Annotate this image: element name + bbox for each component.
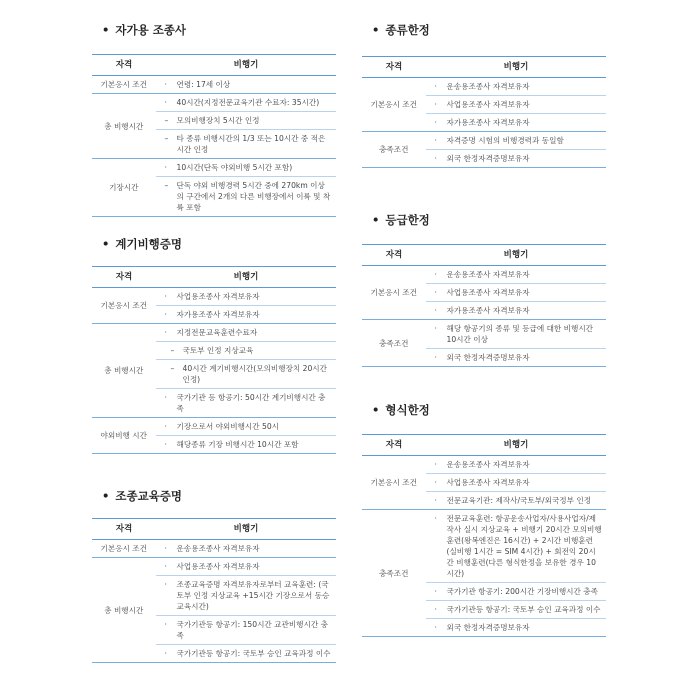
table-row xyxy=(362,320,606,349)
requirement-text: 국토부 인정 지상교육 xyxy=(182,346,254,355)
requirement-text: 국가기관등 항공기: 국토부 승인 교육과정 이수 xyxy=(176,649,331,658)
dot-marker: · xyxy=(164,328,167,337)
requirement-text: 사업용조종사 자격보유자 xyxy=(176,562,260,571)
bullet-icon: • xyxy=(102,489,110,503)
requirement-text: 사업용조종사 자격보유자 xyxy=(446,288,530,297)
requirement-text: 지정전문교육훈련수료자 xyxy=(176,328,258,337)
dot-marker: · xyxy=(164,580,167,589)
section-title xyxy=(102,22,186,38)
table-row xyxy=(92,159,336,177)
requirement-item xyxy=(156,324,336,342)
dot-marker: · xyxy=(434,514,437,523)
requirement-text: 운송용조종사 자격보유자 xyxy=(446,82,530,91)
table-row xyxy=(92,540,336,558)
requirement-item xyxy=(426,474,606,492)
group-label: 충족조건 xyxy=(362,132,426,168)
requirement-text: 모의비행장치 5시간 인정 xyxy=(176,116,260,125)
group-label: 총 비행시간 xyxy=(92,558,156,663)
section-title xyxy=(372,22,430,38)
requirement-item xyxy=(426,284,606,302)
dash-marker: – xyxy=(164,134,169,143)
requirement-text: 국가기관등 항공기: 국토부 승인 교육과정 이수 xyxy=(446,605,601,614)
table-row xyxy=(362,456,606,474)
section-title-text: 등급한정 xyxy=(385,213,430,227)
section-title-text: 종류한정 xyxy=(385,23,430,37)
requirement-text: 운송용조종사 자격보유자 xyxy=(446,270,530,279)
requirement-item xyxy=(426,114,606,132)
qualification-table xyxy=(92,54,336,217)
header-airplane: 비행기 xyxy=(156,519,336,540)
requirement-item xyxy=(156,159,336,177)
requirement-item xyxy=(426,78,606,96)
requirement-item xyxy=(156,389,336,418)
dot-marker: · xyxy=(434,324,437,333)
requirement-item xyxy=(426,492,606,510)
table-row xyxy=(92,288,336,306)
section-title xyxy=(102,488,182,504)
requirement-item xyxy=(426,619,606,637)
header-airplane: 비행기 xyxy=(426,245,606,266)
requirement-item xyxy=(156,540,336,558)
requirement-text: 운송용조종사 자격보유자 xyxy=(446,460,530,469)
qualification-table xyxy=(362,244,606,367)
group-label: 충족조건 xyxy=(362,320,426,367)
dot-marker: · xyxy=(434,587,437,596)
dot-marker: · xyxy=(434,82,437,91)
table-row xyxy=(362,78,606,96)
table-row xyxy=(92,324,336,342)
dot-marker: · xyxy=(434,496,437,505)
dot-marker: · xyxy=(164,649,167,658)
group-label: 야외비행 시간 xyxy=(92,418,156,454)
dot-marker: · xyxy=(434,100,437,109)
section-title-text: 계기비행증명 xyxy=(115,237,183,251)
group-label: 충족조건 xyxy=(362,510,426,637)
table-row xyxy=(362,266,606,284)
table-row xyxy=(92,418,336,436)
group-label: 기본응시 조건 xyxy=(362,456,426,510)
header-airplane: 비행기 xyxy=(426,435,606,456)
requirement-item xyxy=(156,360,336,389)
dot-marker: · xyxy=(434,623,437,632)
requirement-text: 사업용조종사 자격보유자 xyxy=(176,292,260,301)
requirement-item xyxy=(156,288,336,306)
requirement-text: 단독 야외 비행경력 5시간 중에 270km 이상의 구간에서 2개의 다른 비행장에서 이륙 및 착륙 포함 xyxy=(176,181,331,212)
dot-marker: · xyxy=(164,544,167,553)
requirement-text: 국가기관 항공기: 200시간 기장비행시간 충족 xyxy=(446,587,598,596)
dot-marker: · xyxy=(164,163,167,172)
group-label: 기본응시 조건 xyxy=(362,266,426,320)
requirement-text: 해당종류 기장 비행시간 10시간 포함 xyxy=(176,440,299,449)
requirement-item xyxy=(426,583,606,601)
dot-marker: · xyxy=(434,118,437,127)
requirement-text: 타 종류 비행시간의 1/3 또는 10시간 중 적은 시간 인정 xyxy=(176,134,326,154)
table-row xyxy=(362,510,606,583)
dash-marker: – xyxy=(170,346,175,355)
requirement-text: 사업용조종사 자격보유자 xyxy=(446,478,530,487)
dash-marker: – xyxy=(164,181,169,190)
requirement-text: 40시간 계기비행시간(모의비행장치 20시간 인정) xyxy=(182,364,327,384)
header-airplane: 비행기 xyxy=(156,267,336,288)
bullet-icon: • xyxy=(102,23,110,37)
requirement-text: 운송용조종사 자격보유자 xyxy=(176,544,260,553)
dot-marker: · xyxy=(434,460,437,469)
dot-marker: · xyxy=(164,292,167,301)
requirement-text: 외국 한정자격증명보유자 xyxy=(446,353,530,362)
requirement-text: 해당 항공기의 종류 및 등급에 대한 비행시간 10시간 이상 xyxy=(446,324,594,344)
header-qualification: 자격 xyxy=(362,245,426,266)
table-row xyxy=(92,558,336,576)
requirement-text: 조종교육증명 자격보유자로부터 교육훈련: (국토부 인정 지상교육 +15시간 기장으로서 동승 교육시간) xyxy=(176,580,330,611)
dot-marker: · xyxy=(434,353,437,362)
dot-marker: · xyxy=(164,620,167,629)
dot-marker: · xyxy=(434,154,437,163)
requirement-text: 외국 한정자격증명보유자 xyxy=(446,623,530,632)
requirement-text: 외국 한정자격증명보유자 xyxy=(446,154,530,163)
dot-marker: · xyxy=(164,393,167,402)
bullet-icon: • xyxy=(102,237,110,251)
qualification-table xyxy=(92,266,336,454)
requirement-item xyxy=(156,94,336,112)
requirement-text: 기장으로서 야외비행시간 50시 xyxy=(176,422,280,431)
requirement-text: 자가용조종사 자격보유자 xyxy=(446,306,530,315)
dot-marker: · xyxy=(164,98,167,107)
section-title xyxy=(102,236,182,252)
bullet-icon: • xyxy=(372,23,380,37)
qualification-table xyxy=(362,56,606,168)
header-qualification: 자격 xyxy=(362,435,426,456)
dot-marker: · xyxy=(164,562,167,571)
section-title-text: 형식한정 xyxy=(385,403,430,417)
qualification-table xyxy=(92,518,336,663)
requirement-item xyxy=(156,645,336,663)
section-title-text: 자가용 조종사 xyxy=(115,23,187,37)
requirement-item xyxy=(156,112,336,130)
requirement-item xyxy=(426,601,606,619)
group-label: 기본응시 조건 xyxy=(92,540,156,558)
requirement-item xyxy=(156,130,336,159)
requirement-item xyxy=(156,576,336,616)
table-row xyxy=(92,76,336,94)
requirement-text: 국가기관등 항공기: 150시간 교관비행시간 충족 xyxy=(176,620,328,640)
table-row xyxy=(362,132,606,150)
requirement-text: 자격증명 시험의 비행경력과 동일함 xyxy=(446,136,564,145)
dot-marker: · xyxy=(434,478,437,487)
requirement-item xyxy=(156,342,336,360)
bullet-icon: • xyxy=(372,403,380,417)
requirement-item xyxy=(156,558,336,576)
dash-marker: – xyxy=(170,364,175,373)
requirement-text: 자가용조종사 자격보유자 xyxy=(446,118,530,127)
requirement-item xyxy=(156,616,336,645)
header-qualification: 자격 xyxy=(92,267,156,288)
dot-marker: · xyxy=(164,422,167,431)
requirement-text: 연령: 17세 이상 xyxy=(176,80,231,89)
dot-marker: · xyxy=(164,80,167,89)
header-qualification: 자격 xyxy=(92,55,156,76)
table-row xyxy=(92,94,336,112)
qualification-table xyxy=(362,434,606,637)
requirement-item xyxy=(426,266,606,284)
requirement-item xyxy=(426,510,606,583)
bullet-icon: • xyxy=(372,213,380,227)
dash-marker: – xyxy=(164,116,169,125)
requirement-item xyxy=(156,436,336,454)
requirement-text: 사업용조종사 자격보유자 xyxy=(446,100,530,109)
dot-marker: · xyxy=(434,270,437,279)
section-title xyxy=(372,402,430,418)
requirement-text: 전문교육기관: 제작사/국토부/외국정부 인정 xyxy=(446,496,592,505)
dot-marker: · xyxy=(164,440,167,449)
dot-marker: · xyxy=(434,136,437,145)
requirement-text: 전문교육훈련: 항공운송사업자/사용사업자/제작사 실시 지상교육 + 비행기 20시간 모의비행훈련(왕복엔진은 16시간) + 2시간 비행훈련(실비행 1시간 = SIM 4시간) + 회전익 20시간 비행훈련(다른 형식한정을 보유한 경우 10시간) xyxy=(446,514,602,578)
group-label: 기본응시 조건 xyxy=(92,76,156,94)
dot-marker: · xyxy=(434,605,437,614)
requirement-item xyxy=(156,418,336,436)
dot-marker: · xyxy=(434,306,437,315)
group-label: 기장시간 xyxy=(92,159,156,217)
requirement-item xyxy=(156,76,336,94)
dot-marker: · xyxy=(434,288,437,297)
requirement-item xyxy=(426,320,606,349)
group-label: 기본응시 조건 xyxy=(92,288,156,324)
group-label: 총 비행시간 xyxy=(92,324,156,418)
requirement-item xyxy=(156,177,336,217)
requirement-item xyxy=(426,96,606,114)
requirement-item xyxy=(156,306,336,324)
group-label: 총 비행시간 xyxy=(92,94,156,159)
header-qualification: 자격 xyxy=(362,57,426,78)
requirement-item xyxy=(426,349,606,367)
requirement-text: 40시간(지정전문교육기관 수료자: 35시간) xyxy=(176,98,320,107)
header-qualification: 자격 xyxy=(92,519,156,540)
requirement-text: 국가기관 등 항공기: 50시간 계기비행시간 충족 xyxy=(176,393,326,413)
requirement-text: 10시간(단독 야외비행 5시간 포함) xyxy=(176,163,293,172)
requirement-item xyxy=(426,302,606,320)
dot-marker: · xyxy=(164,310,167,319)
requirement-item xyxy=(426,132,606,150)
section-title xyxy=(372,212,430,228)
group-label: 기본응시 조건 xyxy=(362,78,426,132)
requirement-item xyxy=(426,150,606,168)
requirement-text: 자가용조종사 자격보유자 xyxy=(176,310,260,319)
requirement-item xyxy=(426,456,606,474)
section-title-text: 조종교육증명 xyxy=(115,489,183,503)
header-airplane: 비행기 xyxy=(426,57,606,78)
header-airplane: 비행기 xyxy=(156,55,336,76)
